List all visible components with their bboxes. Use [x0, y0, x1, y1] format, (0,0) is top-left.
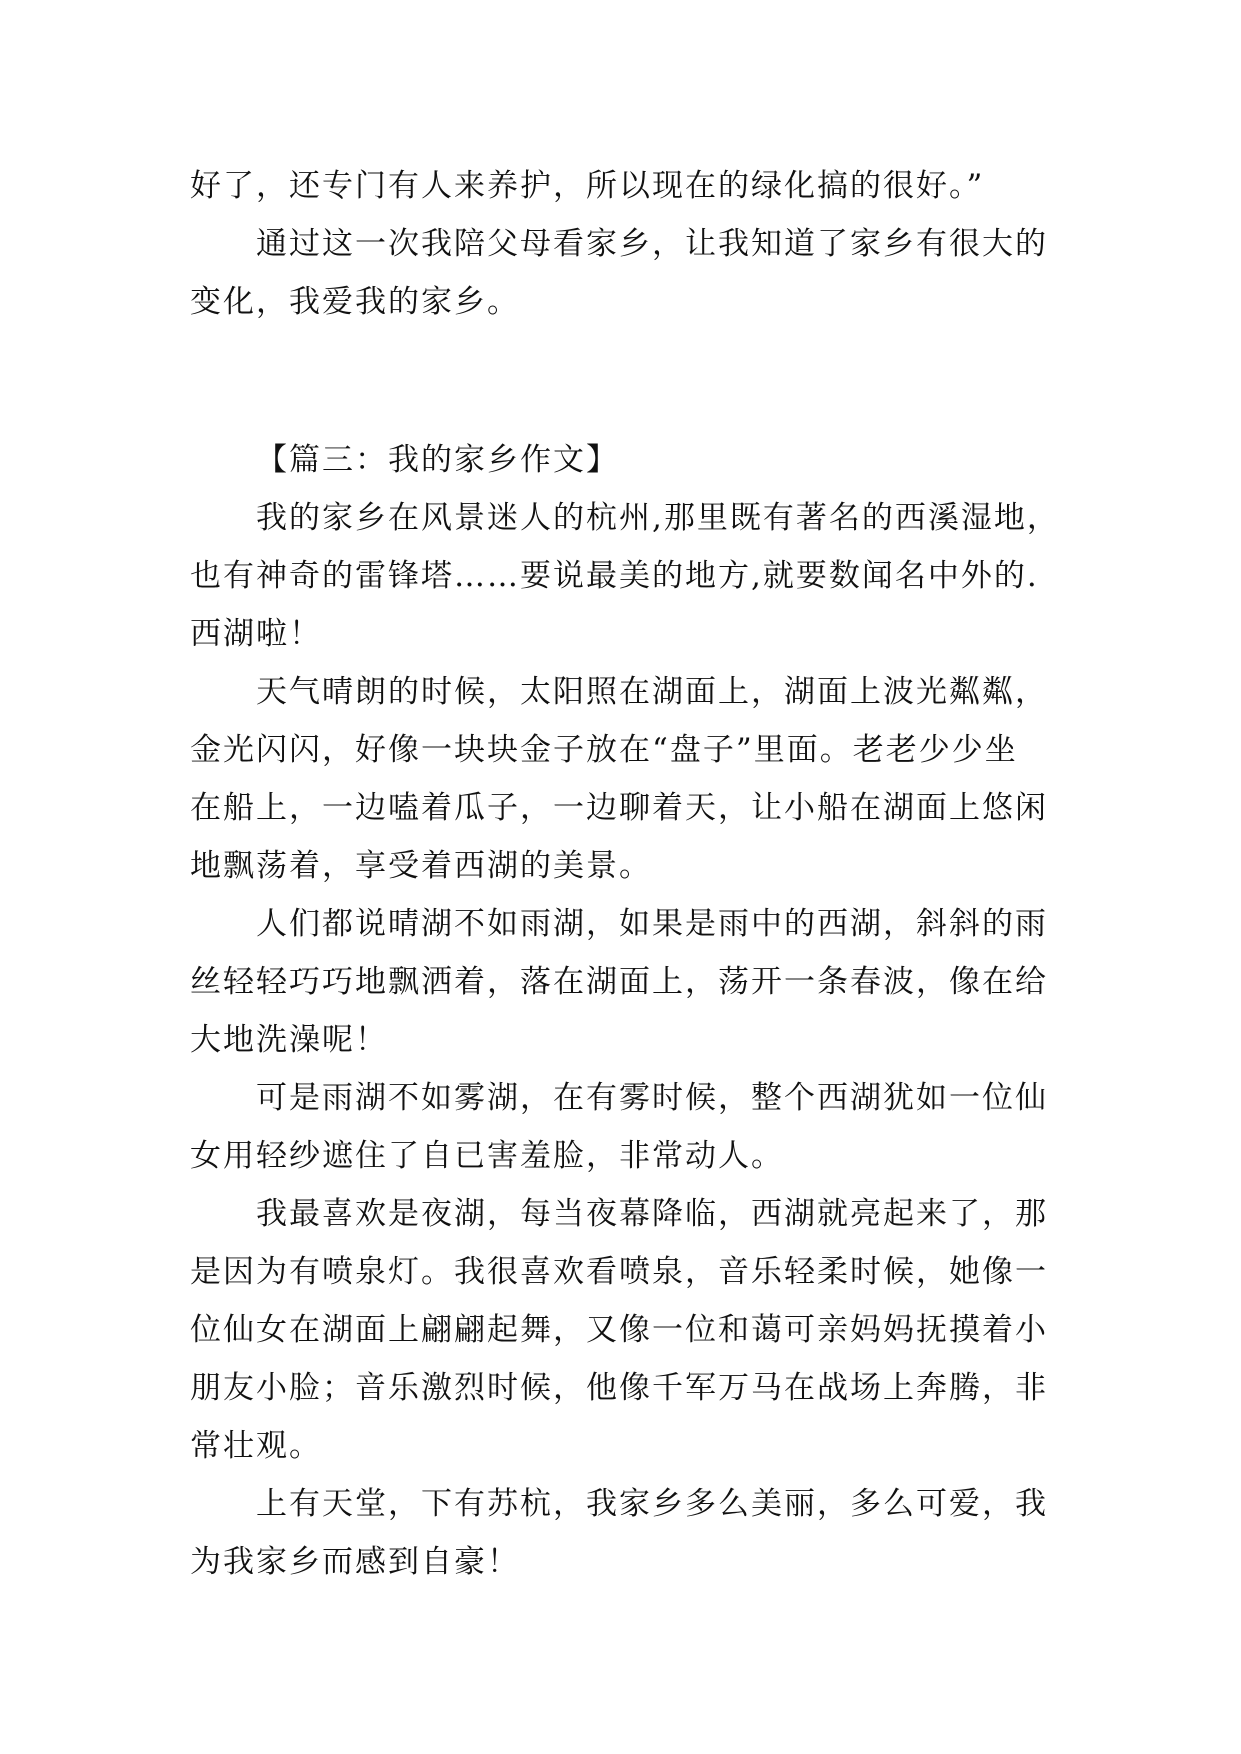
paragraph-line: 上有天堂，下有苏杭，我家乡多么美丽，多么可爱，我	[256, 1486, 1048, 1522]
paragraph-line: 通过这一次我陪父母看家乡，让我知道了家乡有很大的	[256, 226, 1048, 262]
paragraph-line: 丝轻轻巧巧地飘洒着，落在湖面上，荡开一条春波，像在给	[190, 964, 1048, 1000]
paragraph-line: 朋友小脸；音乐激烈时候，他像千军万马在战场上奔腾，非	[190, 1370, 1048, 1406]
paragraph-line: 西湖啦！	[190, 616, 322, 652]
paragraph-line: 大地洗澡呢！	[190, 1022, 388, 1058]
paragraph-line: 变化，我爱我的家乡。	[190, 284, 520, 320]
paragraph-line: 为我家乡而感到自豪！	[190, 1544, 520, 1580]
paragraph-line: 我的家乡在风景迷人的杭州,那里既有著名的西溪湿地，	[256, 500, 1060, 536]
paragraph-line: 地飘荡着，享受着西湖的美景。	[190, 848, 652, 884]
paragraph-line: 天气晴朗的时候，太阳照在湖面上，湖面上波光粼粼，	[256, 674, 1048, 710]
paragraph-line: 女用轻纱遮住了自已害羞脸，非常动人。	[190, 1138, 784, 1174]
paragraph-line: 人们都说晴湖不如雨湖，如果是雨中的西湖，斜斜的雨	[256, 906, 1048, 942]
section-gap	[190, 331, 1060, 431]
section-heading: 【篇三：我的家乡作文】	[256, 442, 619, 478]
document-body	[190, 157, 1060, 1591]
paragraph-line: 位仙女在湖面上翩翩起舞，又像一位和蔼可亲妈妈抚摸着小	[190, 1312, 1048, 1348]
paragraph-line: 也有神奇的雷锋塔……要说最美的地方,就要数闻名中外的.	[190, 558, 1039, 594]
paragraph-line: 常壮观。	[190, 1428, 322, 1464]
paragraph-line: 好了，还专门有人来养护，所以现在的绿化搞的很好。”	[190, 168, 985, 204]
paragraph-line: 我最喜欢是夜湖，每当夜幕降临，西湖就亮起来了，那	[256, 1196, 1048, 1232]
paragraph-line: 在船上，一边嗑着瓜子，一边聊着天，让小船在湖面上悠闲	[190, 790, 1048, 826]
paragraph-line: 是因为有喷泉灯。我很喜欢看喷泉，音乐轻柔时候，她像一	[190, 1254, 1048, 1290]
paragraph-line: 可是雨湖不如雾湖，在有雾时候，整个西湖犹如一位仙	[256, 1080, 1048, 1116]
paragraph-line: 金光闪闪，好像一块块金子放在“盘子”里面。老老少少坐	[190, 732, 1018, 768]
